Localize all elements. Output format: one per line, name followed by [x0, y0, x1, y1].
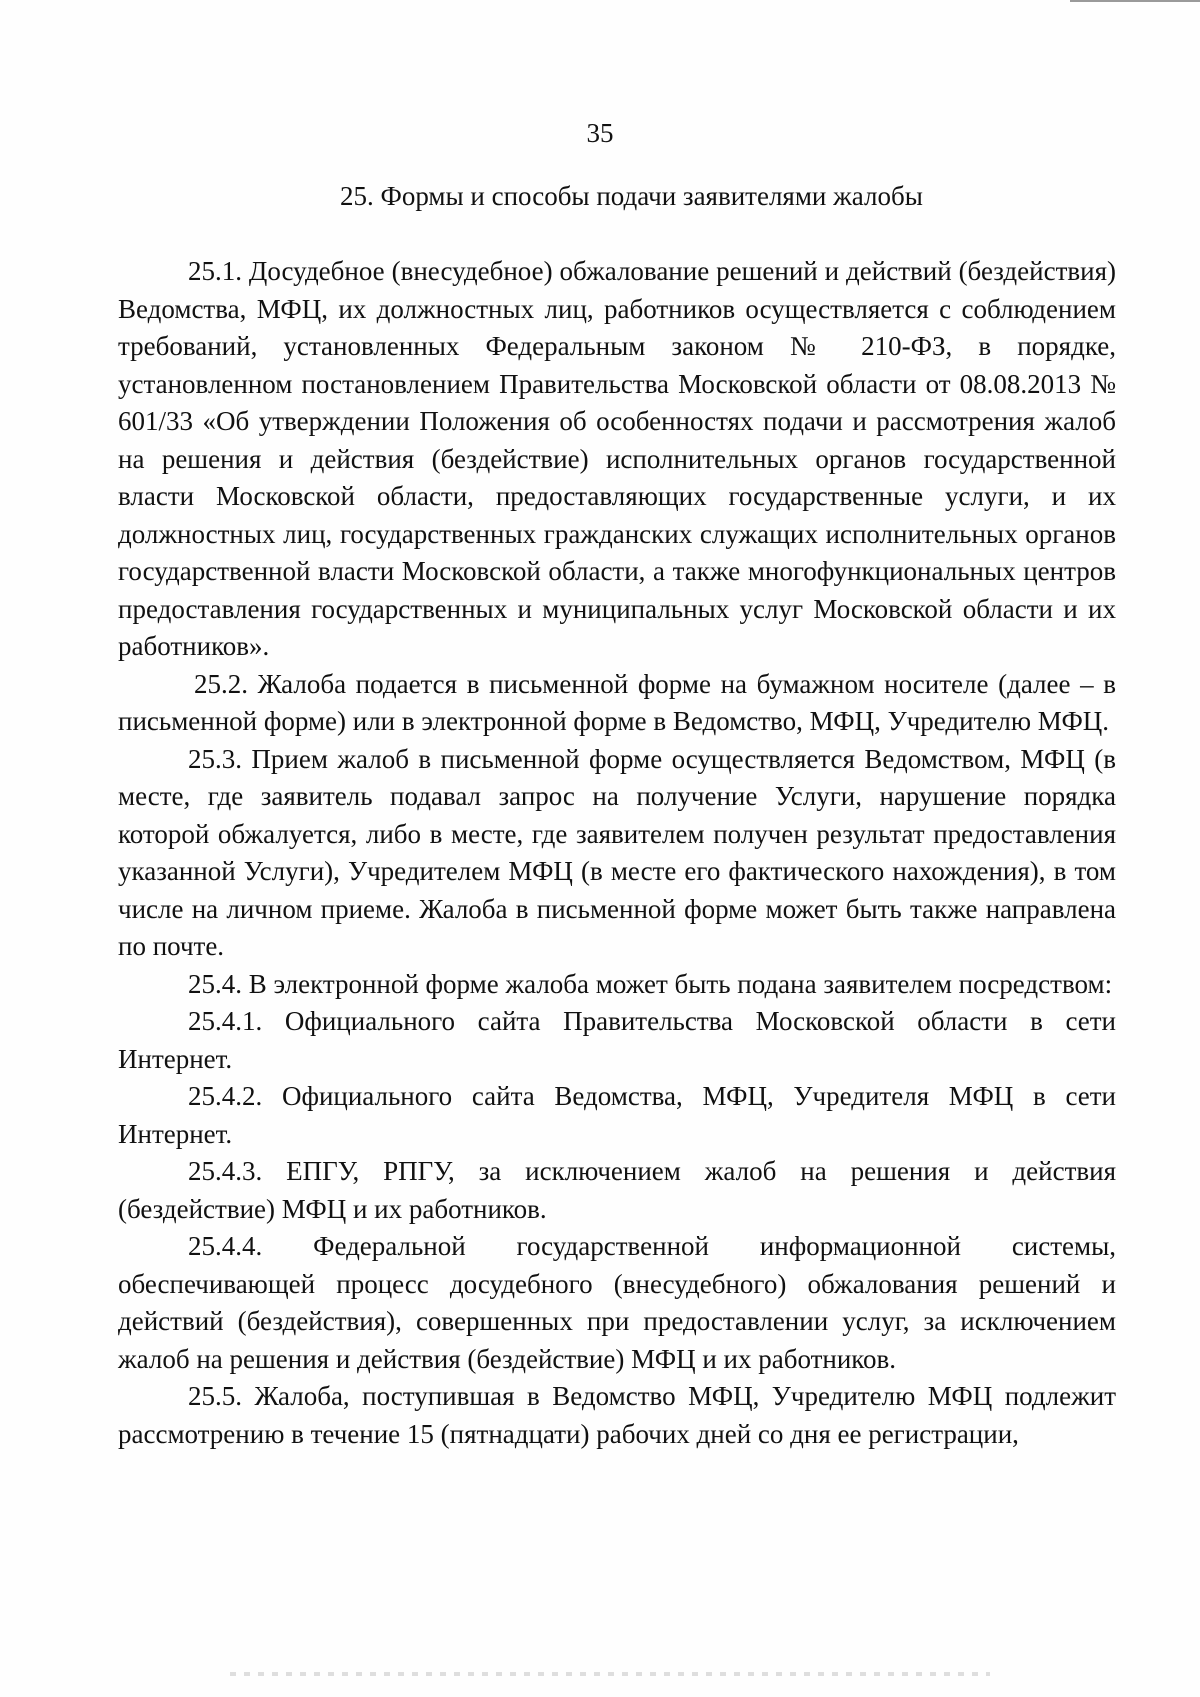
scan-edge-line	[1070, 0, 1200, 2]
body-text	[118, 253, 1116, 1453]
section-heading: 25. Формы и способы подачи заявителями жалобы	[340, 181, 923, 211]
paragraph-25-4-1: 25.4.1. Официального сайта Правительства Московской области в сети Интернет.	[118, 1006, 1116, 1074]
paragraph-25-4-2: 25.4.2. Официального сайта Ведомства, МФЦ, Учредителя МФЦ в сети Интернет.	[118, 1081, 1116, 1149]
paragraph-25-4: 25.4. В электронной форме жалоба может быть подана заявителем посредством:	[188, 968, 1113, 999]
page-number: 35	[586, 118, 614, 148]
scan-noise	[230, 1672, 990, 1676]
paragraph-25-5: 25.5. Жалоба, поступившая в Ведомство МФЦ, Учредителю МФЦ подлежит рассмотрению в течение 15 (пятнадцати) рабочих дней со дня ее регистрации,	[118, 1381, 1116, 1449]
paragraph-25-4-4: 25.4.4. Федеральной государственной информационной системы, обеспечивающей процесс досудебного (внесудебного) обжалования решений и действий (бездействия), совершенных при предоставлении услуг, за исключением жалоб на решения и действия (бездействие) МФЦ и их работников.	[118, 1231, 1116, 1374]
paragraph-25-4-3: 25.4.3. ЕПГУ, РПГУ, за исключением жалоб на решения и действия (бездействие) МФЦ и их работников.	[118, 1156, 1116, 1224]
paragraph-25-1: 25.1. Досудебное (внесудебное) обжалование решений и действий (бездействия) Ведомства, МФЦ, их должностных лиц, работников осуществляется с соблюдением требований, установленных Федеральным законом № 210-ФЗ, в порядке, установленном постановлением Правительства Московской области от 08.08.2013 № 601/33 «Об утверждении Положения об особенностях подачи и рассмотрения жалоб на решения и действия (бездействие) исполнительных органов государственной власти Московской области, предоставляющих государственные услуги, и их должностных лиц, государственных гражданских служащих исполнительных органов государственной власти Московской области, а также многофункциональных центров предоставления государственных и муниципальных услуг Московской области и их работников».	[118, 256, 1116, 661]
paragraph-25-2: 25.2. Жалоба подается в письменной форме на бумажном носителе (далее – в письменной форме) или в электронной форме в Ведомство, МФЦ, Учредителю МФЦ.	[118, 668, 1116, 736]
paragraph-25-3: 25.3. Прием жалоб в письменной форме осуществляется Ведомством, МФЦ (в месте, где заявитель подавал запрос на получение Услуги, нарушение порядка которой обжалуется, либо в месте, где заявителем получен результат предоставления указанной Услуги), Учредителем МФЦ (в месте его фактического нахождения), в том числе на личном приеме. Жалоба в письменной форме может быть также направлена по почте.	[118, 743, 1116, 961]
